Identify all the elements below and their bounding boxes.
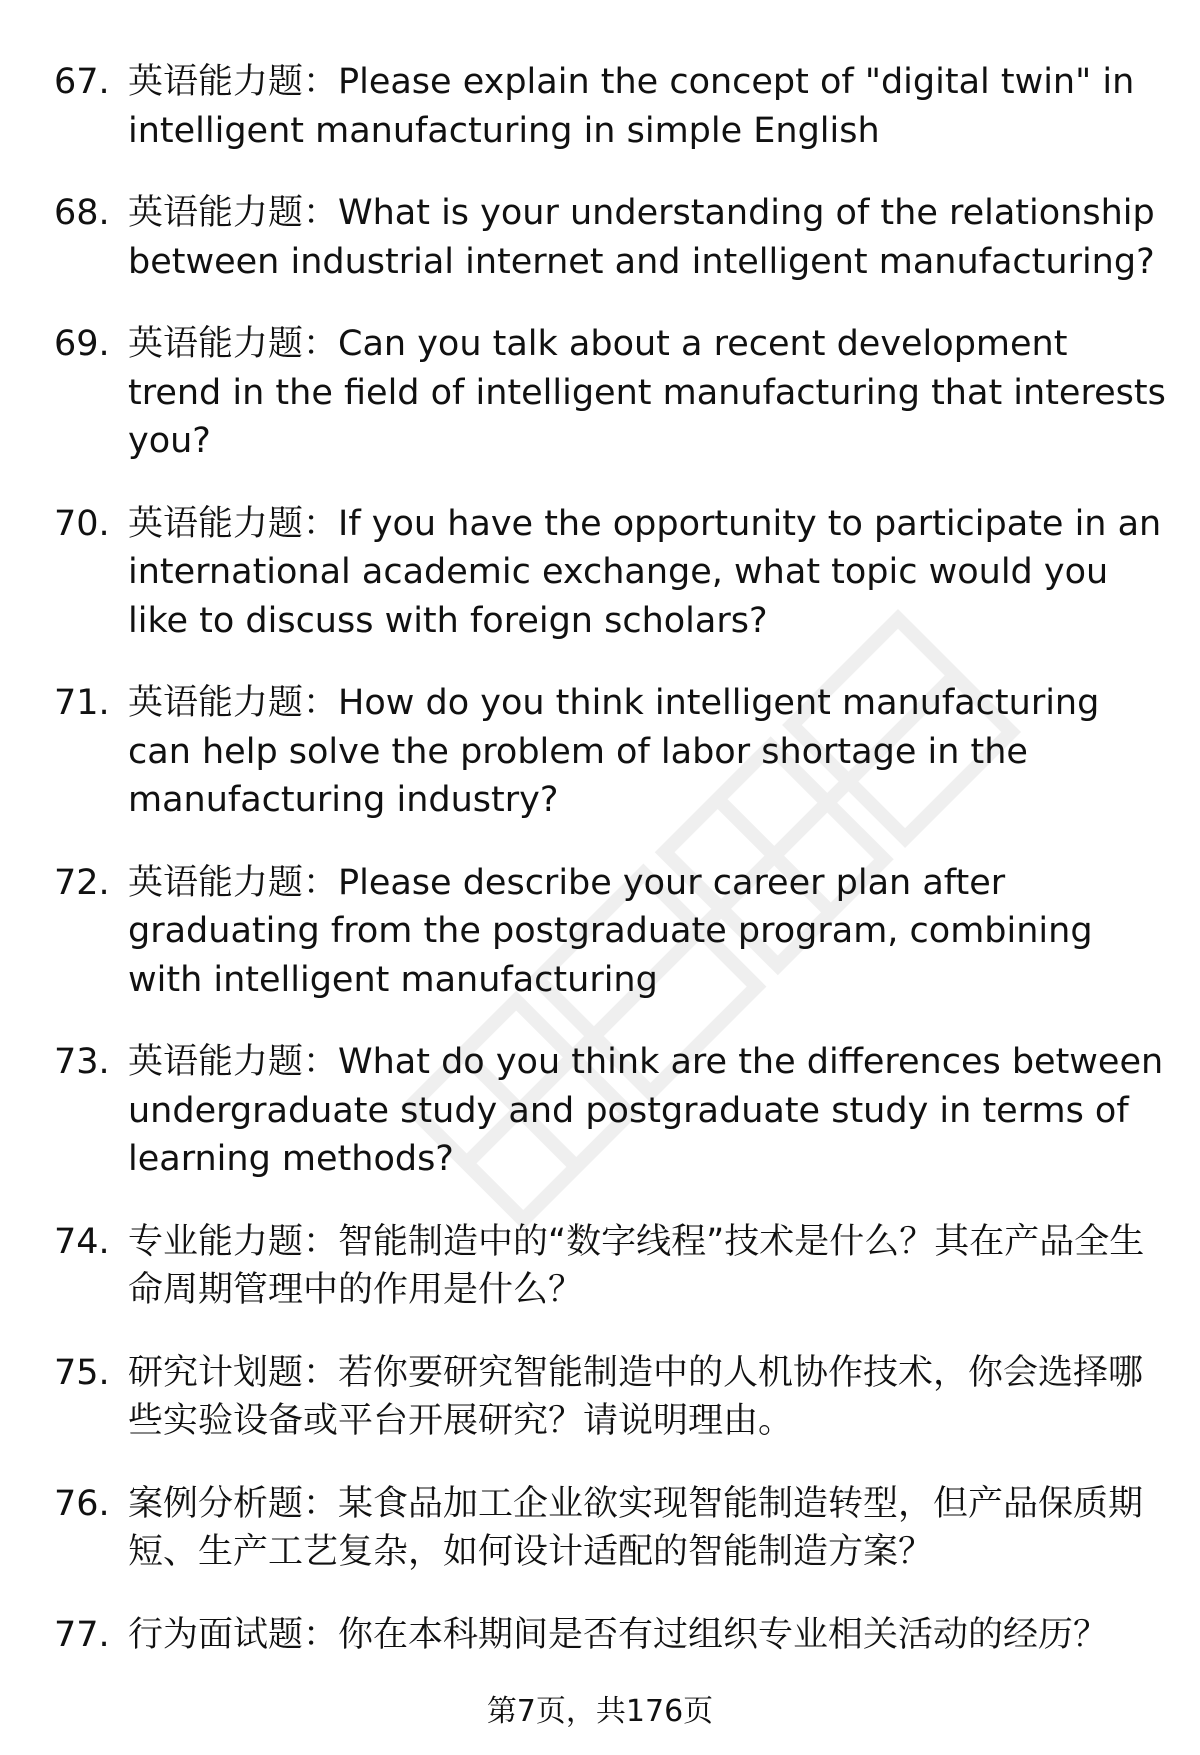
question-text: 研究计划题：若你要研究智能制造中的人机协作技术，你会选择哪些实验设备或平台开展研究？请说明理由。	[128, 1352, 1144, 1441]
question-number: 71.	[54, 683, 110, 723]
question-text: 行为面试题：你在本科期间是否有过组织专业相关活动的经历？	[128, 1614, 1109, 1655]
question-item	[0, 859, 1200, 1005]
question-item	[0, 1480, 1200, 1577]
question-item	[0, 1218, 1200, 1315]
question-number: 76.	[54, 1483, 110, 1524]
question-number: 72.	[54, 862, 110, 903]
question-number: 69.	[54, 324, 110, 364]
question-number: 70.	[54, 503, 110, 544]
question-text: 英语能力题：Please explain the concept of "digital twin" in intelligent manufacturing in simple English	[128, 62, 1135, 151]
question-list	[0, 58, 1200, 1693]
question-number: 74.	[54, 1221, 110, 1262]
question-number: 73.	[54, 1042, 110, 1082]
question-number: 75.	[54, 1352, 110, 1393]
page-footer: 第7页，共176页	[486, 1694, 714, 1729]
question-text: 英语能力题：If you have the opportunity to participate in an international academic exchange, what topic would you like to discuss with foreign scholars?	[128, 503, 1162, 641]
question-text: 专业能力题：智能制造中的“数字线程”技术是什么？其在产品全生命周期管理中的作用是什么？	[128, 1221, 1145, 1310]
question-text: 案例分析题：某食品加工企业欲实现智能制造转型，但产品保质期短、生产工艺复杂，如何设计适配的智能制造方案？	[128, 1483, 1144, 1572]
question-item	[0, 500, 1200, 646]
question-text: 英语能力题：Can you talk about a recent development trend in the field of intelligent manufacturing that interests you?	[128, 324, 1166, 461]
question-item	[0, 1611, 1200, 1660]
question-text: 英语能力题：Please describe your career plan after graduating from the postgraduate program, combining with intelligent manufacturing	[128, 862, 1093, 1000]
question-item	[0, 1349, 1200, 1446]
question-text: 英语能力题：How do you think intelligent manufacturing can help solve the problem of labor shortage in the manufacturing industry?	[128, 683, 1100, 820]
question-item	[0, 58, 1200, 155]
question-text: 英语能力题：What is your understanding of the relationship between industrial internet and intelligent manufacturing?	[128, 193, 1155, 282]
question-item	[0, 1038, 1200, 1184]
question-item	[0, 189, 1200, 286]
question-item	[0, 320, 1200, 466]
question-number: 67.	[54, 62, 110, 102]
question-number: 68.	[54, 193, 110, 233]
question-text: 英语能力题：What do you think are the differences between undergraduate study and postgraduate study in terms of learning methods?	[128, 1042, 1164, 1179]
question-item	[0, 679, 1200, 825]
question-number: 77.	[54, 1614, 110, 1655]
